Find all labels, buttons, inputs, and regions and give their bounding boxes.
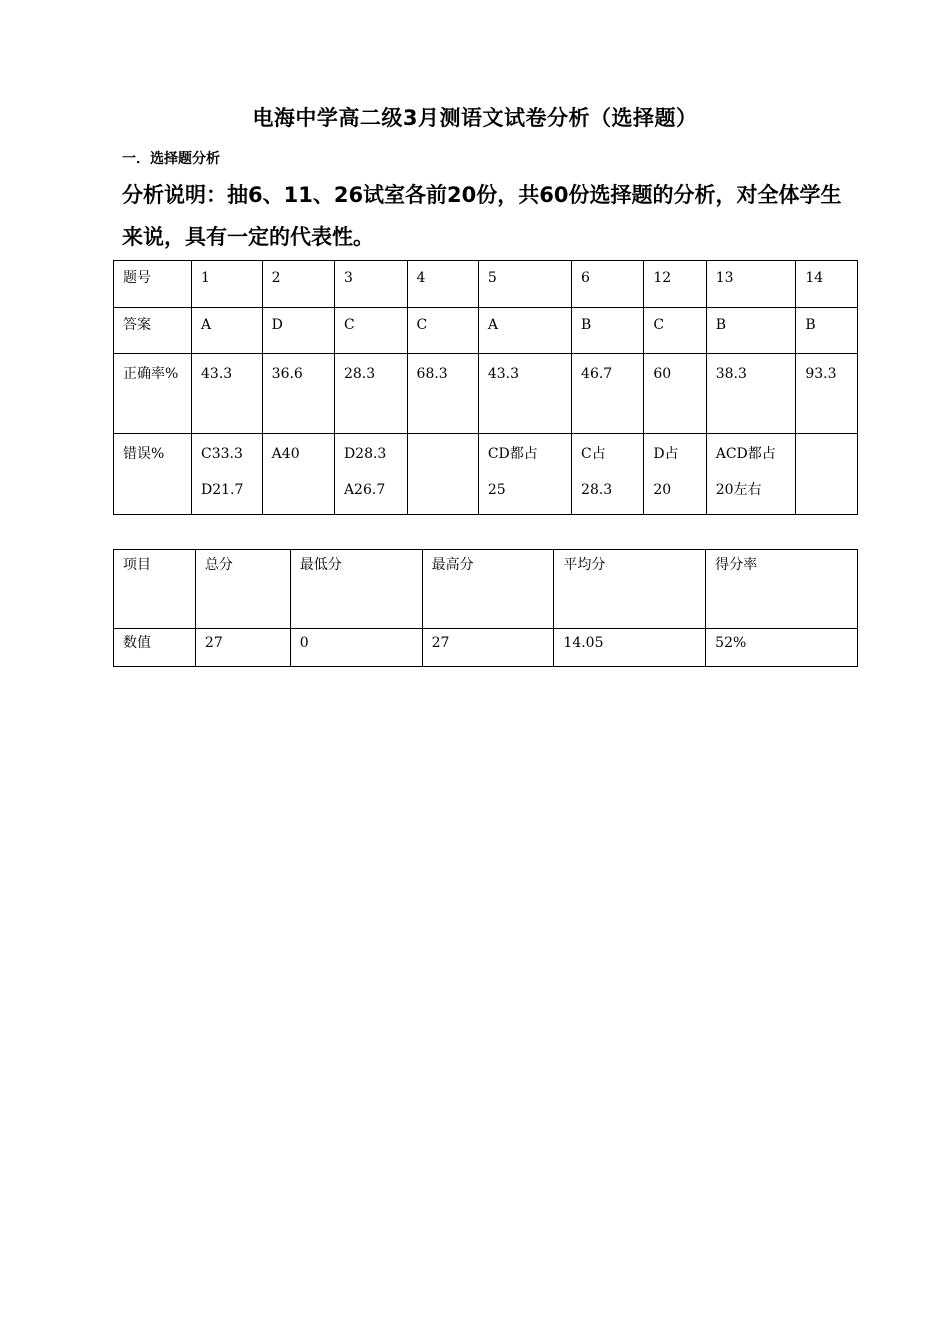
row-label-correct-rate xyxy=(114,354,192,434)
error-line: A26.7 xyxy=(343,482,386,498)
error-line: D占 xyxy=(653,446,679,462)
error-line: D21.7 xyxy=(201,482,244,498)
error-line: 20左右 xyxy=(715,482,762,498)
table-row-error xyxy=(114,434,858,515)
error-line: C占 xyxy=(581,446,606,462)
correct-rate-cell: 38.3 xyxy=(706,354,796,434)
correct-rate-cell: 46.7 xyxy=(572,354,644,434)
error-cell xyxy=(334,434,407,515)
summary-value-cell: 27 xyxy=(195,629,290,667)
error-cell xyxy=(192,434,263,515)
correct-rate-cell: 60 xyxy=(644,354,706,434)
correct-rate-cell: 43.3 xyxy=(192,354,263,434)
summary-value-row xyxy=(114,629,858,667)
error-cell xyxy=(706,434,796,515)
error-cell xyxy=(572,434,644,515)
correct-rate-cell: 68.3 xyxy=(407,354,478,434)
table-row-correct-rate xyxy=(114,354,858,434)
summary-header-row xyxy=(114,550,858,629)
error-line: A40 xyxy=(271,446,300,462)
correct-rate-cell: 36.6 xyxy=(262,354,334,434)
summary-value-cell: 数值 xyxy=(114,629,196,667)
question-number-cell: 1 xyxy=(192,261,263,308)
error-line: D28.3 xyxy=(343,446,387,462)
summary-header-cell: 最低分 xyxy=(290,550,422,629)
question-number-cell: 13 xyxy=(706,261,796,308)
error-line: 20 xyxy=(653,482,672,498)
summary-value-cell: 27 xyxy=(422,629,554,667)
answer-cell: B xyxy=(706,308,796,354)
question-number-cell: 2 xyxy=(262,261,334,308)
error-line: ACD都占 xyxy=(715,446,776,462)
error-cell xyxy=(407,434,478,515)
question-number-cell: 4 xyxy=(407,261,478,308)
error-line: 25 xyxy=(487,482,506,498)
answer-cell: A xyxy=(478,308,571,354)
error-cell xyxy=(796,434,858,515)
table-row-question-number xyxy=(114,261,858,308)
summary-header-cell: 总分 xyxy=(195,550,290,629)
question-analysis-table xyxy=(113,260,858,515)
answer-cell: C xyxy=(644,308,706,354)
section-heading: 一．选择题分析 xyxy=(122,151,220,167)
summary-header-cell: 平均分 xyxy=(554,550,706,629)
question-number-cell: 3 xyxy=(334,261,407,308)
answer-cell: D xyxy=(262,308,334,354)
summary-header-cell: 最高分 xyxy=(422,550,554,629)
summary-header-cell: 项目 xyxy=(114,550,196,629)
error-line: C33.3 xyxy=(201,446,243,462)
error-cell xyxy=(644,434,706,515)
summary-header-cell: 得分率 xyxy=(706,550,858,629)
question-number-cell: 5 xyxy=(478,261,571,308)
summary-value-cell: 14.05 xyxy=(554,629,706,667)
row-label-number: 题号 xyxy=(114,261,192,308)
answer-cell: A xyxy=(192,308,263,354)
question-number-cell: 6 xyxy=(572,261,644,308)
page-title: 电海中学高二级3月测语文试卷分析（选择题） xyxy=(252,106,698,130)
correct-rate-cell: 43.3 xyxy=(478,354,571,434)
question-number-cell: 12 xyxy=(644,261,706,308)
row-label-answer: 答案 xyxy=(114,308,192,354)
summary-value-cell: 0 xyxy=(290,629,422,667)
answer-cell: C xyxy=(334,308,407,354)
table-row-answer xyxy=(114,308,858,354)
error-cell xyxy=(262,434,334,515)
row-label-correct-rate-text: 正确率% xyxy=(123,366,179,382)
answer-cell: B xyxy=(572,308,644,354)
score-summary-table xyxy=(113,549,858,667)
error-line: CD都占 xyxy=(487,446,538,462)
correct-rate-cell: 93.3 xyxy=(796,354,858,434)
answer-cell: B xyxy=(796,308,858,354)
intro-paragraph: 分析说明：抽6、11、26试室各前20份，共60份选择题的分析，对全体学生来说，具有一定的代表性。 xyxy=(122,183,842,249)
error-cell xyxy=(478,434,571,515)
summary-value-cell: 52% xyxy=(706,629,858,667)
row-label-error: 错误% xyxy=(114,434,192,515)
error-line: 28.3 xyxy=(581,482,613,498)
question-number-cell: 14 xyxy=(796,261,858,308)
correct-rate-cell: 28.3 xyxy=(334,354,407,434)
answer-cell: C xyxy=(407,308,478,354)
